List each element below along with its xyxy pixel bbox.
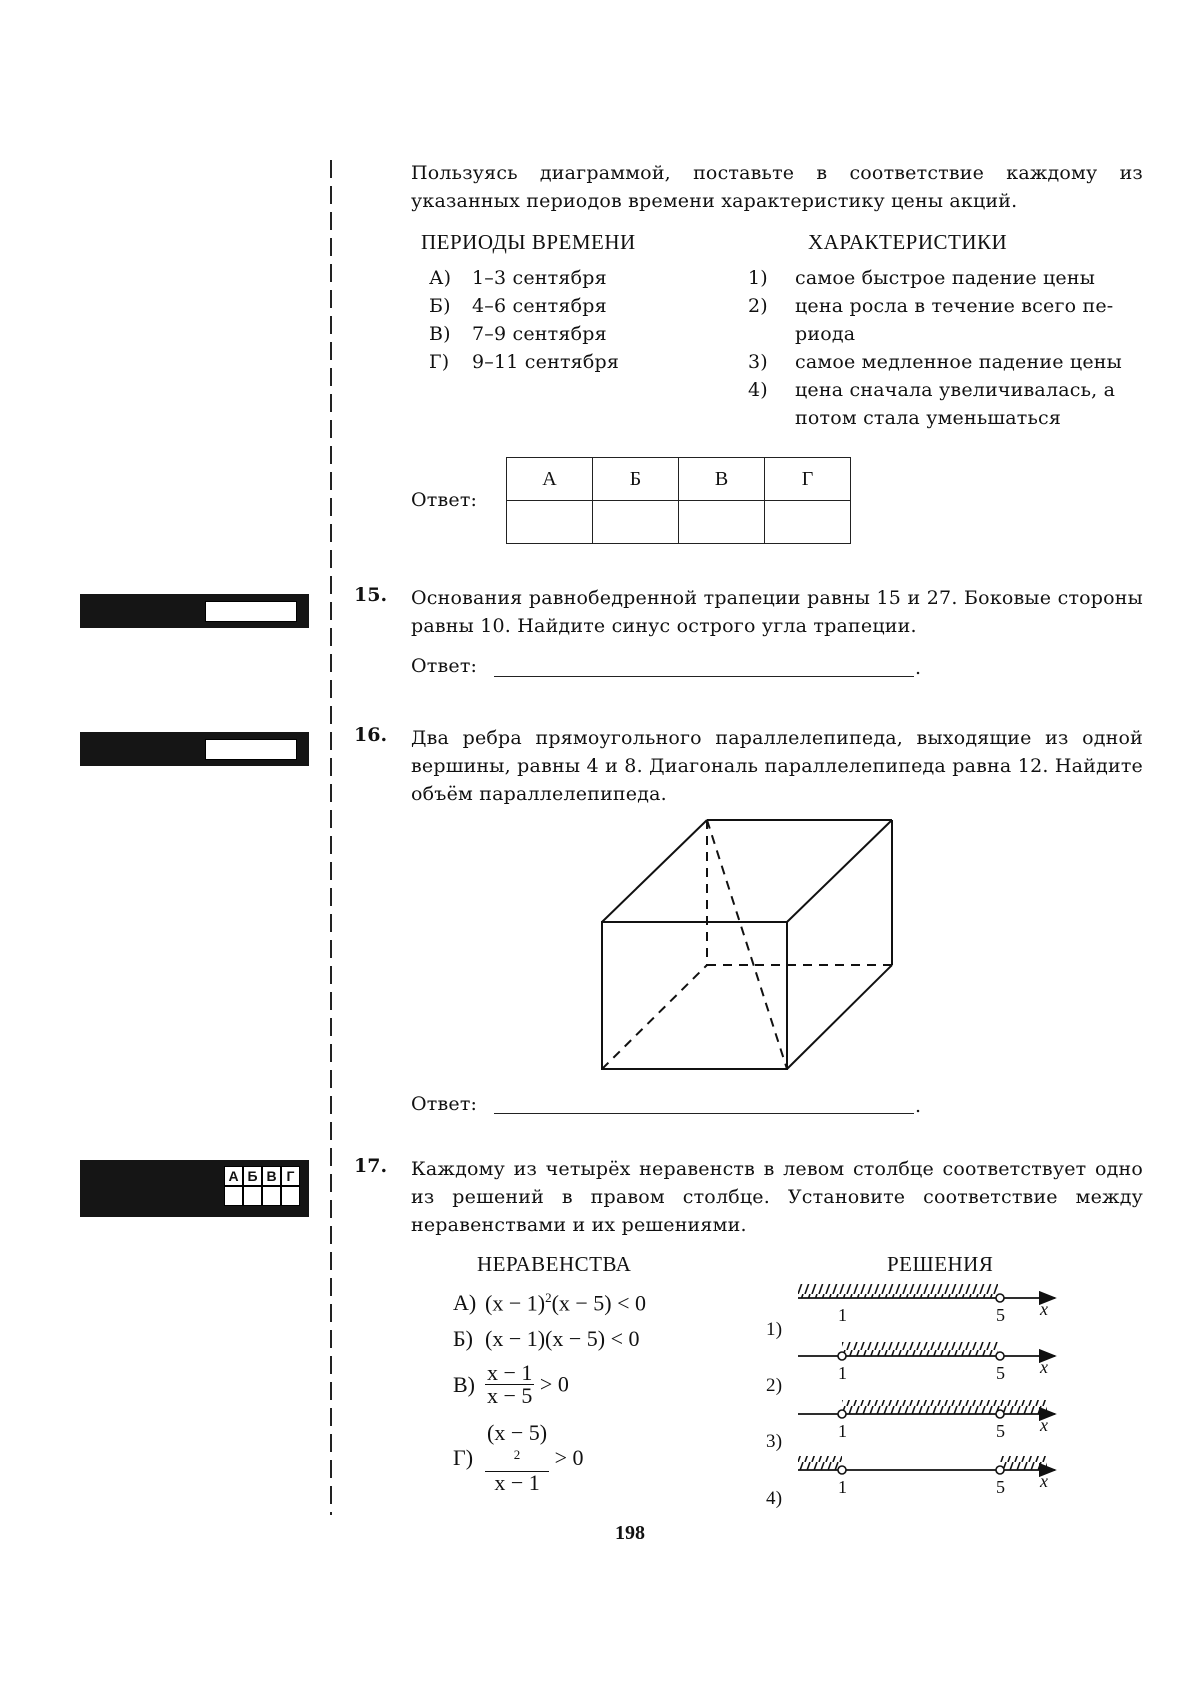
edge-top-left: [602, 820, 707, 922]
answer-header-g: Г: [765, 458, 851, 501]
grid-letter-b: Б: [243, 1166, 262, 1186]
answer-box-16: [80, 732, 309, 766]
answer-label-14: Ответ:: [411, 489, 478, 511]
page-number: 198: [615, 1522, 645, 1544]
inequality-g: Г) (x − 5) $^2$ x − 1 > 0: [453, 1420, 584, 1496]
hidden-edge-depth: [602, 965, 707, 1069]
tick-1-line-3: 1: [838, 1421, 847, 1441]
grid-letter-a: А: [224, 1166, 243, 1186]
characteristics-list: [748, 264, 1148, 432]
answer-table-14: [506, 457, 851, 544]
solutions-heading: РЕШЕНИЯ: [887, 1252, 994, 1276]
answer-grid-17-letters: [224, 1166, 300, 1186]
answer-label-16: Ответ:: [411, 1093, 478, 1115]
period-item: Г) 9–11 сентября: [429, 351, 620, 373]
characteristic-item: 4) цена сначала увеличивалась, а: [748, 379, 1116, 401]
inequality-v: В) $\frac{x - 1}{x - 5}$ > 0: [453, 1360, 569, 1408]
periods-heading: ПЕРИОДЫ ВРЕМЕНИ: [421, 230, 636, 254]
cut-line: [330, 160, 332, 1515]
number-lines: [790, 1280, 1070, 1510]
answer-grid-17-cells: [224, 1186, 300, 1206]
answer-cell-v[interactable]: [679, 501, 765, 544]
answer-header-a: А: [507, 458, 593, 501]
number-line-2: [798, 1342, 1055, 1360]
inequality-b: Б) (x − 1)(x − 5) < 0: [453, 1326, 640, 1351]
answer-box-15-field: [205, 601, 297, 622]
task-17-number: 17.: [354, 1155, 388, 1177]
characteristics-heading: ХАРАКТЕРИСТИКИ: [808, 230, 1008, 254]
edge-top-right: [787, 820, 892, 922]
answer-header-b: Б: [593, 458, 679, 501]
characteristic-item: 3) самое медленное падение цены: [748, 351, 1122, 373]
front-face: [602, 922, 787, 1069]
task-15-text: Основания равнобедренной трапеции равны 15 и 27. Боковые стороны равны 10. Найдите синус острого угла трапеции.: [411, 587, 1143, 637]
periods-list: [429, 264, 619, 376]
answer-box-16-field: [205, 739, 297, 760]
intro-text: Пользуясь диаграммой, поставьте в соответствие каждому из указанных периодов времени характеристику цены акций.: [411, 162, 1143, 212]
period-item: А) 1–3 сентября: [429, 267, 607, 289]
solution-label-4: 4): [766, 1488, 783, 1509]
grid-letter-v: В: [262, 1166, 281, 1186]
answer-cell-a[interactable]: [507, 501, 593, 544]
characteristic-item-cont: потом стала уменьшаться: [795, 407, 1062, 429]
answer-box-15: [80, 594, 309, 628]
answer-cell-b[interactable]: [593, 501, 679, 544]
solution-label-1: 1): [766, 1319, 783, 1340]
tick-5-line-4: 5: [996, 1477, 1005, 1497]
solution-label-3: 3): [766, 1431, 783, 1452]
period-item: Б) 4–6 сентября: [429, 295, 607, 317]
axis-x-line-3: x: [1040, 1415, 1048, 1435]
task-15-number: 15.: [354, 584, 388, 606]
characteristic-item: 1) самое быстрое падение цены: [748, 267, 1096, 289]
characteristic-item-cont: риода: [795, 323, 856, 345]
answer-header-v: В: [679, 458, 765, 501]
task-17-text: Каждому из четырёх неравенств в левом столбце соответствует одно из решений в правом столбце. Установите соответствие между неравенствами и их решениями.: [411, 1158, 1143, 1236]
inequalities-heading: НЕРАВЕНСТВА: [477, 1252, 632, 1276]
solution-label-2: 2): [766, 1375, 783, 1396]
tick-1-line-2: 1: [838, 1363, 847, 1383]
answer-end-15: .: [915, 657, 922, 679]
answer-line-15[interactable]: [494, 676, 914, 677]
task-16-text: Два ребра прямоугольного параллелепипеда, выходящие из одной вершины, равны 4 и 8. Диагональ параллелепипеда равна 12. Найдите объём параллелепипеда.: [411, 727, 1143, 805]
axis-x-line-2: x: [1040, 1357, 1048, 1377]
axis-x-line-4: x: [1040, 1471, 1048, 1491]
inequality-a: А) $(x - 1)^2(x - 5) < 0$: [453, 1290, 647, 1316]
tick-5-line-2: 5: [996, 1363, 1005, 1383]
answer-label-15: Ответ:: [411, 655, 478, 677]
parallelepiped-figure: [590, 810, 910, 1080]
number-line-1: [798, 1284, 1055, 1302]
diagonal: [707, 820, 787, 1069]
answer-line-16[interactable]: [494, 1113, 914, 1114]
period-item: В) 7–9 сентября: [429, 323, 607, 345]
number-line-3: [798, 1400, 1055, 1418]
edge-bottom-right: [787, 965, 892, 1069]
task-16-number: 16.: [354, 724, 388, 746]
tick-1-line-1: 1: [838, 1305, 847, 1325]
characteristic-item: 2) цена росла в течение всего пе-: [748, 295, 1114, 317]
grid-letter-g: Г: [281, 1166, 300, 1186]
answer-end-16: .: [915, 1095, 922, 1117]
answer-cell-g[interactable]: [765, 501, 851, 544]
fraction-v: $\frac{x - 1}{x - 5}$: [487, 1360, 533, 1408]
fraction-g: (x − 5) $^2$ x − 1: [487, 1420, 548, 1496]
tick-1-line-4: 1: [838, 1477, 847, 1497]
tick-5-line-3: 5: [996, 1421, 1005, 1441]
axis-x-line-1: x: [1040, 1299, 1048, 1319]
tick-5-line-1: 5: [996, 1305, 1005, 1325]
number-line-4: [798, 1456, 1055, 1474]
